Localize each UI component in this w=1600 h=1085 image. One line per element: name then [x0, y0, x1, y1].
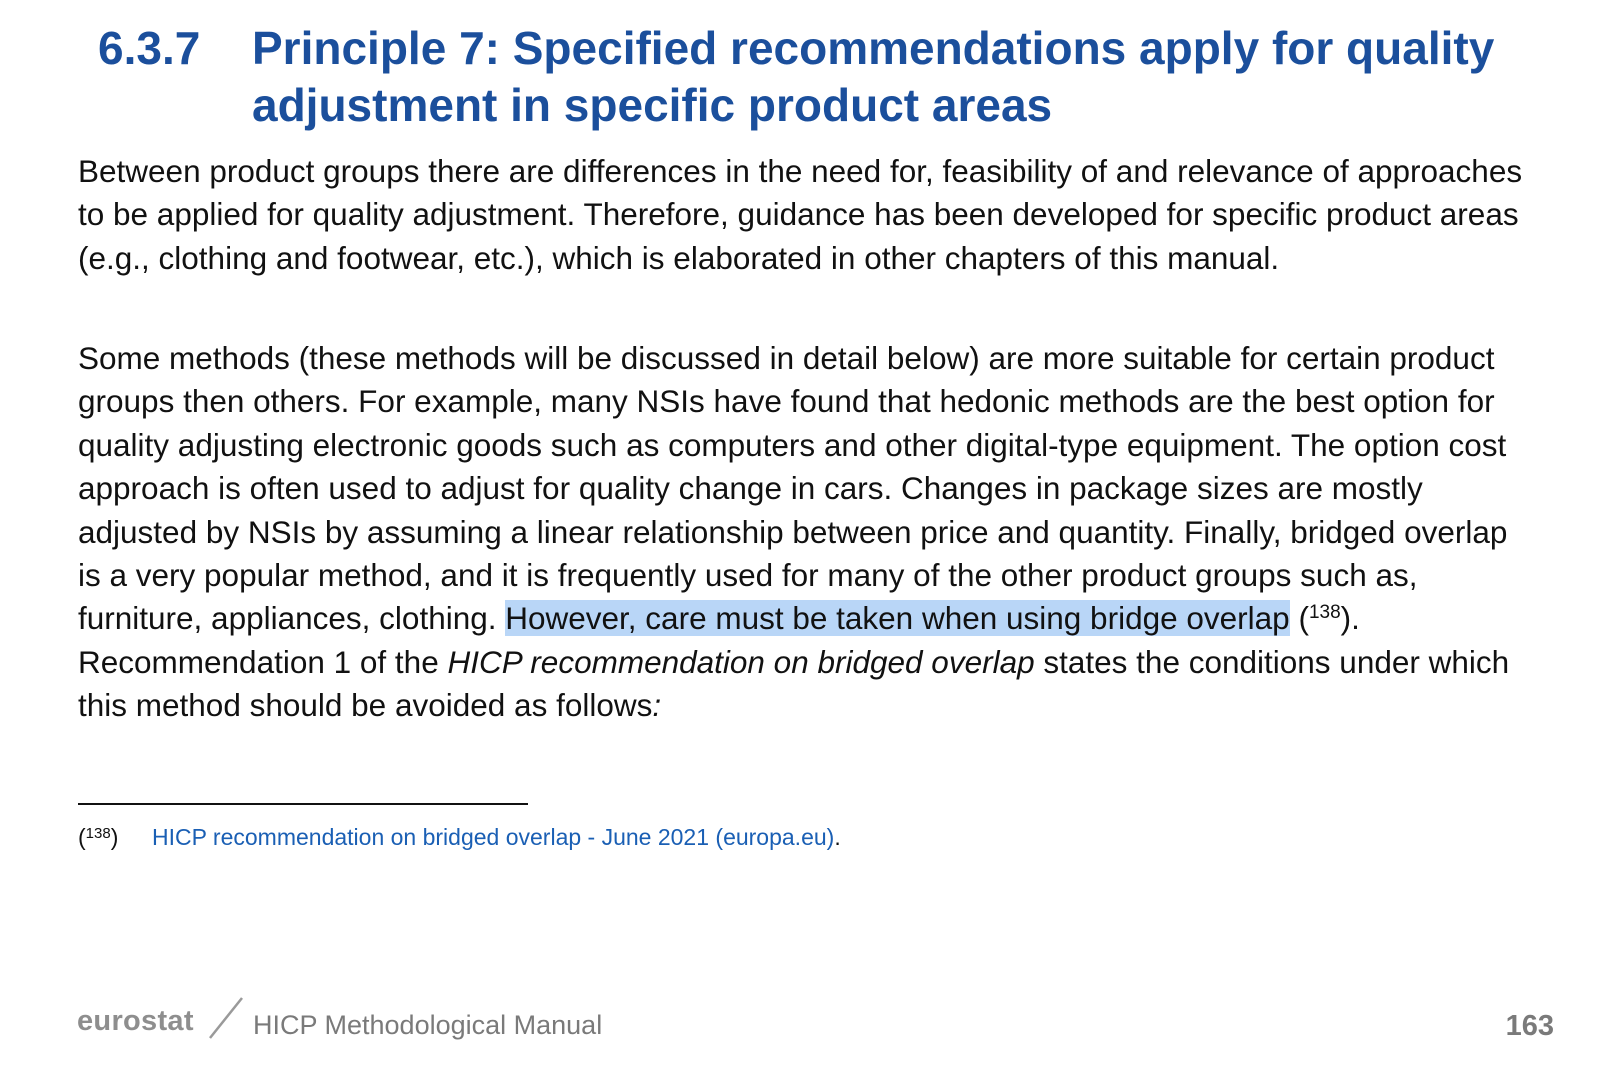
paragraph-1: Between product groups there are differences in the need for, feasibility of and relevance of approaches to be applied for quality adjustment. Therefore, guidance has been developed for specific product areas (e.g., clothing and footwear, etc.), which is elaborated in other chapters of this manual.	[78, 153, 1523, 276]
section-title: Principle 7: Specified recommendations apply for quality adjustment in specific product areas	[252, 22, 1495, 131]
trailing-colon: :	[652, 687, 662, 724]
section-number: 6.3.7	[98, 22, 201, 74]
paragraph-2	[78, 337, 1538, 728]
italic-document-title: HICP recommendation on bridged overlap	[447, 643, 1035, 680]
reference-open: (	[1289, 600, 1309, 637]
footnote	[78, 822, 841, 852]
footnote-marker: ($^{138}$)	[78, 824, 119, 850]
footnote-body	[152, 822, 841, 852]
document-title: HICP Methodological Manual	[253, 1010, 603, 1040]
page-number: 163	[1505, 1010, 1554, 1042]
eurostat-logo: eurostat	[77, 1005, 194, 1037]
logo-slash-icon	[206, 996, 246, 1040]
paragraph-2-text: Some methods (these methods will be discussed in detail below) are more suitable for certain product groups then others. For example, many NSIs have found that hedonic methods are the best option for quality adjusting electronic goods such as computers and other digital-type equipment. The option cost approach is often used to adjust for quality change in cars. Changes in package sizes are mostly adjusted by NSIs by assuming a linear relationship between price and quantity. Finally, bridged overlap is a very popular method, and it is frequently used for many of the other product groups such as, furniture, appliances, clothing.	[78, 340, 1508, 637]
footnote-number: 138	[85, 825, 111, 842]
footnote-trailing: .	[834, 824, 841, 850]
footnote-reference[interactable]: 138	[1308, 602, 1341, 624]
paragraph-2-ending: states the conditions under which this method should be avoided as follows	[78, 643, 1510, 724]
footnote-link[interactable]: HICP recommendation on bridged overlap - June 2021 (europa.eu)	[152, 824, 835, 850]
footnote-separator	[78, 803, 528, 805]
section-heading	[98, 20, 1568, 134]
reference-close: ). Recommendation 1 of the	[78, 600, 1360, 680]
highlighted-text[interactable]: However, care must be taken when using bridge overlap	[505, 600, 1290, 637]
